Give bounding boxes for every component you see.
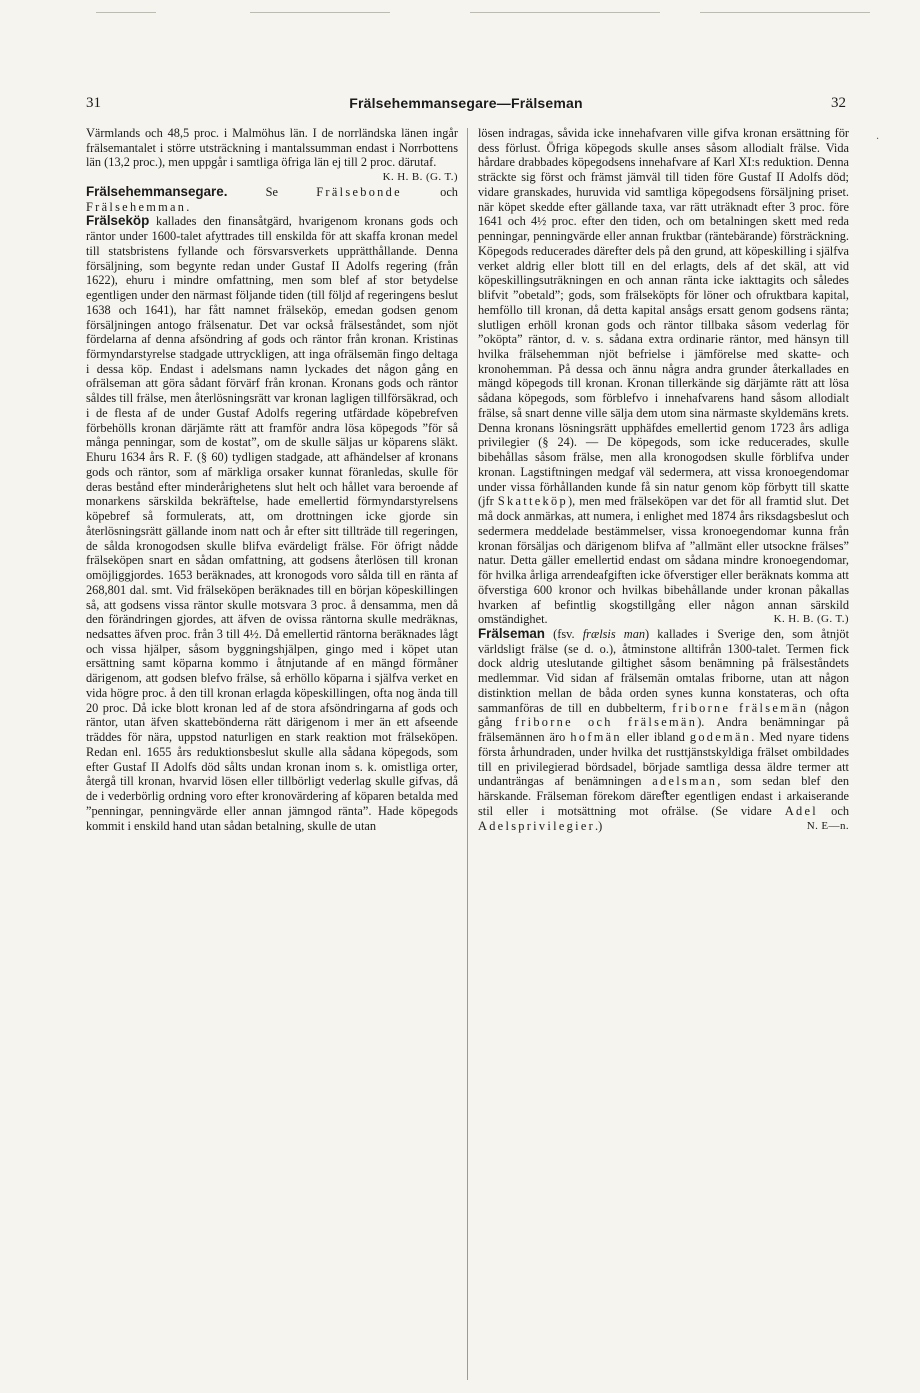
entry-text: och [831,803,849,818]
scan-artifact-line [0,10,920,16]
author-signature: N. E—n. [806,819,849,832]
entry-frälsehemmansegare [86,185,458,214]
entry-text: ), men med frälseköpen var det för all framtid slut. Det må dock anmärkas, att numera, i enlighet med 1874 års riksdagsbeslut och sedermera meddelade bestämmelser, vissa kronoegendomar kunna från kronan försäljas och därigenom blifva af ”allmänt eller utsockne frälses” natur. Detta gäller emellertid endast om sådana mindre kronoegendomar, för hvilka årliga arrendeafgiften icke öfverstiger eller beräknats komma att öfverstiga 600 kronor och hvilkas bibehållande under kronan påkallas hvarken af befintlig skogstillgång eller någon annan särskild omständighet. [478,494,849,627]
entry-text: kallades i Sverige den, som åtnjöt världsligt frälse (se d. o.), åtminstone alltifrån 1300-talet. Termen fick dock aldrig uteslutande giltighet såsom benämning på frälseståndets medlemmar. Vid sidan af frälsemän omtalas friborne, utan att någon distinktion mellan de båda orden synes kunna konstateras, och ofta sammanföras de till en dubbelterm, [478,626,850,715]
entry-text: (någon gång [478,700,850,730]
entry-text: Värmlands och 48,5 proc. i Malmöhus län. I de norrländska länen ingår frälsemantalet i större utsträckning i mantalssumman endast i Norrbottens län (13,2 proc.), men uppgår i samtliga öfriga län ej till 2 proc. därutaf. [86,126,458,170]
entry-text: . Med nyare tidens första århundraden, under hvilka det rusttjänstskyldiga frälset ombildades till en privilegierad bördsadel, började samtliga dessa äldre termer att undanträngas af benämningen [478,730,849,789]
cross-reference: Frälsehemman. [86,199,192,214]
entry-text: .) [595,818,603,833]
cross-reference: Frälsebonde [316,184,402,199]
entry-text: eller ibland [626,730,685,745]
entry-text: Se [265,184,279,199]
entry-text: lösen indragas, såvida icke innehafvaren ville gifva kronan ersättning för dess förlust. Öfriga köpegods skulle anses såsom allodialt frälse. Vida hårdare drabbades köpegodsens innehafvare af Karl XI:s reduktion. Denna sträckte sig först och främst jämväl till tiden före Gustaf II Adolfs död; vidare granskades, huruvida vid samtliga köpegodsens försäljning priset. när köpet skedde efter gällande taxa, var rätt uträknadt efter 3 proc. före 1641 och 4½ proc. efter den tiden, och om betalningen skett med reda penningar, penningvärde eller annan fruktbar (räntebärande) försträckning. Köpegods reducerades därefter dels på den grund, att köpeskilling i själfva verket aldrig eller blott till en del erlagts, dels af det skäl, att vid köpeskillingsuträkningen en och annan ränta icke iakttagits och således blifvit ”obetald”; gods, som frälseköpts för löner och ofruktbara kapital, hemföllo till kronan, då detta kapital ansågs ersatt genom godsens ränta; slutligen erhöll kronan gods och räntor tillbaka såsom vederlag för ”oköpta” räntor, d. v. s. sådana extra ordinarie räntor, med hänsyn till hvilka frälsehemman njöt befrielse i jämförelse med skatte- och kronohemman. På dessa och ännu några andra grunder återkallades en mängd köpegods till kronan. Kronan tillerkände sig därjämte rätt att lösa sådana köpegods, som förblefvo i innehafvarens hand såsom allodialt frälse, så snart denne ville sälja dem utom sina närmaste skyldemäns krets. Denna kronans lösningsrätt upphäfdes emellertid genom 1723 års adliga privilegier (§ 24). — De köpegods, som icke reducerades, skulle bibehållas såsom frälse, men alla kronogodsen skulle förblifva under kronan. Lagstiftningen medgaf väl sedermera, att vissa kronoegendomar under vissa förhållanden kunde få sin natur genom köp förbytt till skatte (jfr [478,126,849,509]
cross-reference: Skatteköp [497,494,568,509]
entry-text: , som sedan blef den härskande. Frälseman förekom däreﬅer egentligen endast i arkaiserande stil eller i motsättning mot ofrälse. (Se vidare [478,774,850,818]
entry-text: kallades den finansåtgärd, hvarigenom kronans gods och räntor under 1600-talet afyttrades till enskilda för att skaffa kronan medel till statsbristens fyllande och försvarsverkets upprätthållande. Denna försäljning, som begynte redan under Gustaf II Adolfs regering (från 1622), ehuru i mindre omfattning, men som blef af stor betydelse egentligen under den närmast följande tiden (till följd af regeringens beslut 1638 och 1641), har fått namnet frälseköp, emedan godsen genom försäljningen antogo frälsenatur. Det var också frälseståndet, som njöt fördelarna af denna afsöndring af gods och räntor från kronan. Kristinas förmyndarstyrelse stadgade uttryckligen, att inga ofrälsemän fingo deltaga i dessa köp. Endast i adelsmans namn lyckades det någon gång en ofrälseman att göra sådant förvärf från kronan. Kronans gods och räntor såldes till frälse, men återlösningsrätt var kronan lagligen tillförsäkrad, och i de flesta af de under Gustaf Adolfs regering utfärdade köpebrefven förbehölls kronan därjämte rätt att framför andra lösa köpegods ”för så många penningar, som de kostat”, om de skulle säljas ur köparens släkt. Ehuru 1634 års R. F. (§ 60) tydligen stadgade, att afhändelser af kronans gods och räntor, som af märkliga orsaker kunnat föranledas, skulle för deras bestånd efter minderårighetens slut helt och hållet vara beroende af monarkens särskilda bekräftelse, hade emellertid förmyndarstyrelsens köpebref så formulerats, att, om drottningen icke gjorde sin återlösningsrätt gällande inom natt och år efter sitt tillträde till regeringen, de sålda kronogodsen skulle blifva evärdeligt frälse. För öfrigt nådde frälseköpen snart en sådan omfattning, att godsens återlösen till kronan omöjliggjordes. 1653 beräknades, att kronogods voro sålda till en ränta af 268,801 dal. smt. Vid frälseköpen beräknades till en början köpeskillingen så, att godsens vissa räntor skulle motsvara 3 proc. å densamma, men då den förändringen gjordes, att äfven de ovissa räntorna skulle medräknas, nedsattes äfven proc. från 3 till 4½. Då emellertid räntorna beräknades lågt och vissa hjälper, såsom byggningshjälpen, gingo med i köpet utan ersättning samt köparna kommo i åtnjutande af en mängd förmåner därigenom, att godsen blefvo frälse, så erhöllo köparna i själfva verket en vida högre proc. å den till kronan erlagda köpeskillingen, ofta nog ända till 20 proc. Då icke blott kronan led af de stora afsöndringarna af gods och räntor, utan äfven skattebönderna rätt därigenom i mer än ett afseende träddes för nära, uppstod naturligen en stark reaktion mot frälseköpen. Redan enl. 1655 års reduktionsbeslut skulle alla sådana köpegods, som efter Gustaf II Adolfs död sålts undan kronan inom s. k. omistliga orter, återgå till kronan, hvarvid lösen eller tillbörligt vederlag skulle gifvas, då de i vederbörlig ordning voro efter kronovärdering af köparen betalda med ”penningar, penningvärde eller annan jämngod ränta”. Hade köpegods kommit i enskild hand utan sådan betalning, skulle de utan [86,214,458,833]
page-number-right: 32 [831,95,846,111]
margin-mark: · [876,134,880,145]
spaced-term: friborne frälsemän [672,700,809,715]
cross-reference: Adelsprivilegier [478,818,596,833]
entry-text: ) [645,626,650,641]
entry-headword: Frälseköp [86,213,150,229]
right-column [478,126,849,833]
entry-text: och [440,184,458,199]
entry-headword: Frälseman [478,625,545,641]
column-divider [467,128,468,1380]
author-signature: K. H. B. (G. T.) [773,613,849,626]
page-number-left: 31 [86,95,101,111]
page-header [86,95,846,115]
spaced-term: hofmän [570,730,622,745]
left-column [86,126,458,833]
entry-frälseman [478,627,849,833]
entry-headword: Frälsehemmansegare. [86,183,228,199]
entry-continuation [86,126,458,184]
entry-text: (fsv. [553,626,575,641]
cross-reference: Adel [784,803,819,818]
entry-frälseköp-continued [478,126,849,627]
spaced-term: friborne och frälsemän [514,715,698,730]
author-signature: K. H. B. (G. T.) [382,171,458,184]
entry-text: ). Andra benämningar på frälsemännen äro [478,715,849,745]
etymology: frælsis man [582,626,646,641]
entry-frälseköp [86,214,458,833]
spaced-term: adelsman [652,774,718,789]
spaced-term: godemän [689,730,752,745]
running-head: Frälsehemmansegare—Frälseman [349,95,583,111]
